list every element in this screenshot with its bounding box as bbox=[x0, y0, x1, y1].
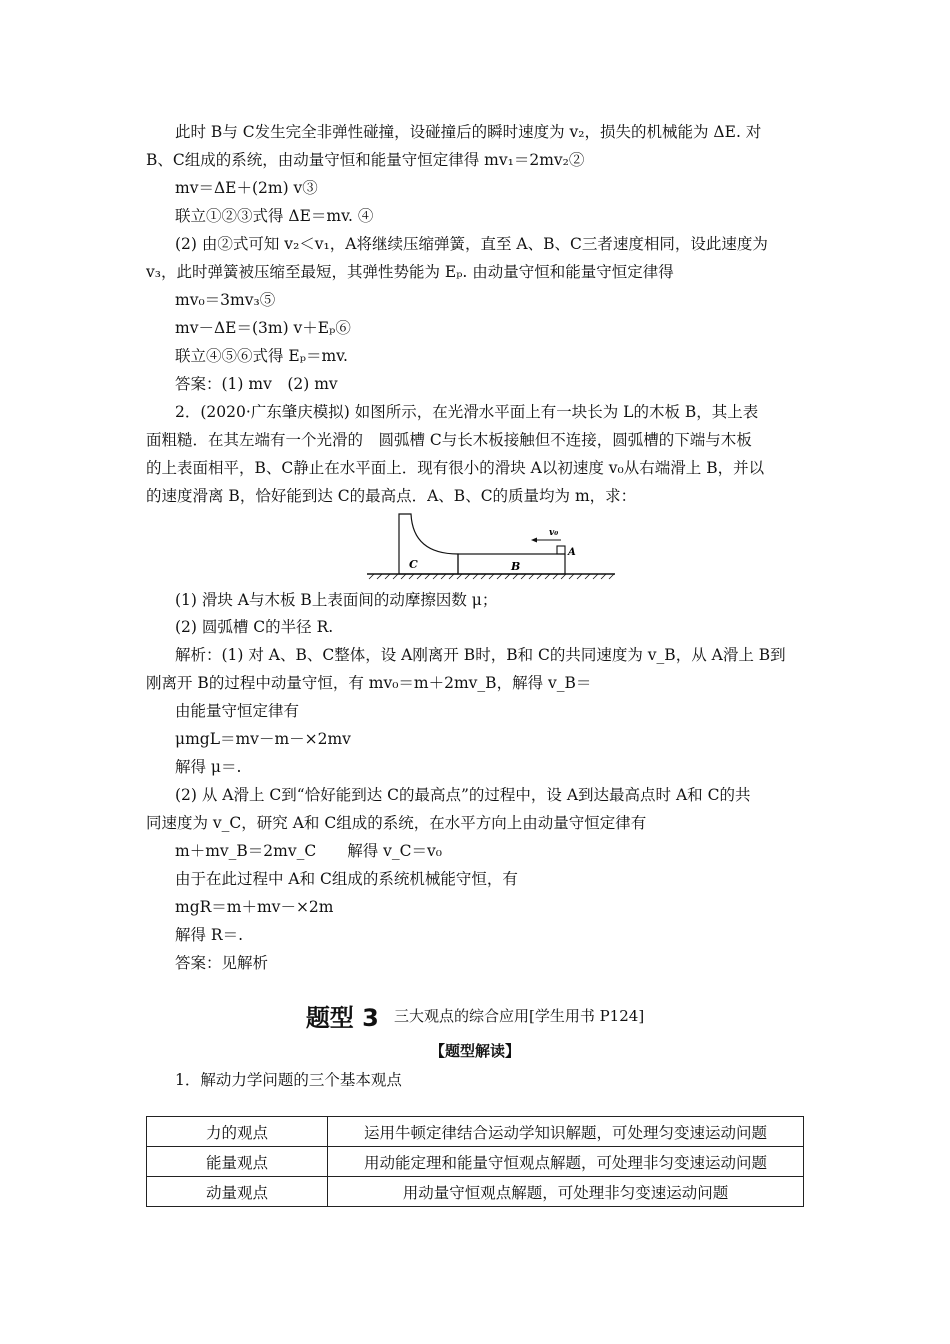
table-cell-value: 运用牛顿定律结合运动学知识解题，可处理匀变速运动问题 bbox=[328, 1117, 804, 1147]
text-line: 联立①②③式得 ΔE＝mv. ④ bbox=[175, 207, 374, 225]
problem-text: 的上表面相平，B、C静止在水平面上．现有很小的滑块 A以初速度 v₀从右端滑上 B，并以 bbox=[146, 459, 765, 477]
solution-text: 由于在此过程中 A和 C组成的系统机械能守恒，有 bbox=[175, 870, 518, 888]
solution-text: 解得 μ＝. bbox=[175, 758, 242, 776]
label-c: C bbox=[409, 558, 418, 571]
equation-line: mv₀＝3mv₃⑤ bbox=[175, 291, 276, 309]
problem-text: 的速度滑离 B，恰好能到达 C的最高点．A、B、C的质量均为 m，求： bbox=[146, 487, 637, 505]
section-intro: 1．解动力学问题的三个基本观点 bbox=[175, 1071, 402, 1089]
text-line: 联立④⑤⑥式得 Eₚ＝mv. bbox=[175, 347, 348, 365]
problem-text: 面粗糙．在其左端有一个光滑的 圆弧槽 C与长木板接触但不连接，圆弧槽的下端与木板 bbox=[146, 431, 752, 449]
answer-line: 答案：(1) mv (2) mv bbox=[175, 375, 338, 393]
question-2: (2) 圆弧槽 C的半径 R. bbox=[175, 618, 334, 636]
solution-text: 同速度为 v_C，研究 A和 C组成的系统，在水平方向上由动量守恒定律有 bbox=[146, 814, 647, 832]
text-line: 此时 B与 C发生完全非弹性碰撞，设碰撞后的瞬时速度为 v₂，损失的机械能为 ΔE. 对 bbox=[175, 123, 762, 141]
section-heading bbox=[0, 998, 950, 1033]
arc-trough-c bbox=[399, 514, 458, 574]
equation-line: mgR＝m＋mv－×2m bbox=[175, 898, 334, 916]
equation-line: μmgL＝mv－m－×2mv bbox=[175, 730, 351, 748]
solution-text: 刚离开 B的过程中动量守恒，有 mv₀＝m＋2mv_B，解得 v_B＝ bbox=[146, 674, 592, 692]
table-row bbox=[147, 1147, 804, 1177]
table-cell-key: 动量观点 bbox=[147, 1177, 328, 1207]
table-cell-value: 用动能定理和能量守恒观点解题，可处理非匀变速运动问题 bbox=[328, 1147, 804, 1177]
physics-diagram bbox=[365, 508, 617, 580]
text-line: v₃，此时弹簧被压缩至最短，其弹性势能为 Eₚ. 由动量守恒和能量守恒定律得 bbox=[146, 263, 674, 281]
table-cell-value: 用动量守恒观点解题，可处理非匀变速运动问题 bbox=[328, 1177, 804, 1207]
label-v0: v₀ bbox=[549, 528, 559, 538]
solution-text: 由能量守恒定律有 bbox=[175, 702, 300, 720]
table-row bbox=[147, 1177, 804, 1207]
viewpoints-table bbox=[146, 1116, 804, 1207]
section-reading-label: 【题型解读】 bbox=[429, 1042, 520, 1060]
block-a bbox=[557, 546, 565, 554]
question-1: (1) 滑块 A与木板 B上表面间的动摩擦因数 μ； bbox=[175, 591, 498, 609]
solution-text: 解析：(1) 对 A、B、C整体，设 A刚离开 B时，B和 C的共同速度为 v_B，从 A滑上 B到 bbox=[175, 646, 786, 664]
equation-line: mv－ΔE＝(3m) v＋Eₚ⑥ bbox=[175, 319, 351, 337]
table-cell-key: 力的观点 bbox=[147, 1117, 328, 1147]
arrow-head bbox=[531, 538, 537, 543]
section-subtitle: 三大观点的综合应用[学生用书 P124] bbox=[393, 1007, 645, 1025]
text-line: (2) 由②式可知 v₂＜v₁，A将继续压缩弹簧，直至 A、B、C三者速度相同，设此速度为 bbox=[175, 235, 768, 253]
problem-text: 2．(2020·广东肇庆模拟) 如图所示，在光滑水平面上有一块长为 L的木板 B，其上表 bbox=[175, 403, 759, 421]
solution-text: 解得 R＝. bbox=[175, 926, 244, 944]
label-a: A bbox=[568, 547, 576, 558]
section-title: 题型 3 bbox=[305, 1004, 379, 1032]
text-line: B、C组成的系统，由动量守恒和能量守恒定律得 mv₁＝2mv₂② bbox=[146, 151, 585, 169]
answer-line: 答案：见解析 bbox=[175, 954, 269, 972]
solution-text: (2) 从 A滑上 C到“恰好能到达 C的最高点”的过程中，设 A到达最高点时 A和 C的共 bbox=[175, 786, 751, 804]
table-cell-key: 能量观点 bbox=[147, 1147, 328, 1177]
label-b: B bbox=[511, 560, 521, 573]
equation-line: m＋mv_B＝2mv_C 解得 v_C＝v₀ bbox=[175, 842, 442, 860]
equation-line: mv＝ΔE＋(2m) v③ bbox=[175, 179, 318, 197]
table-row bbox=[147, 1117, 804, 1147]
